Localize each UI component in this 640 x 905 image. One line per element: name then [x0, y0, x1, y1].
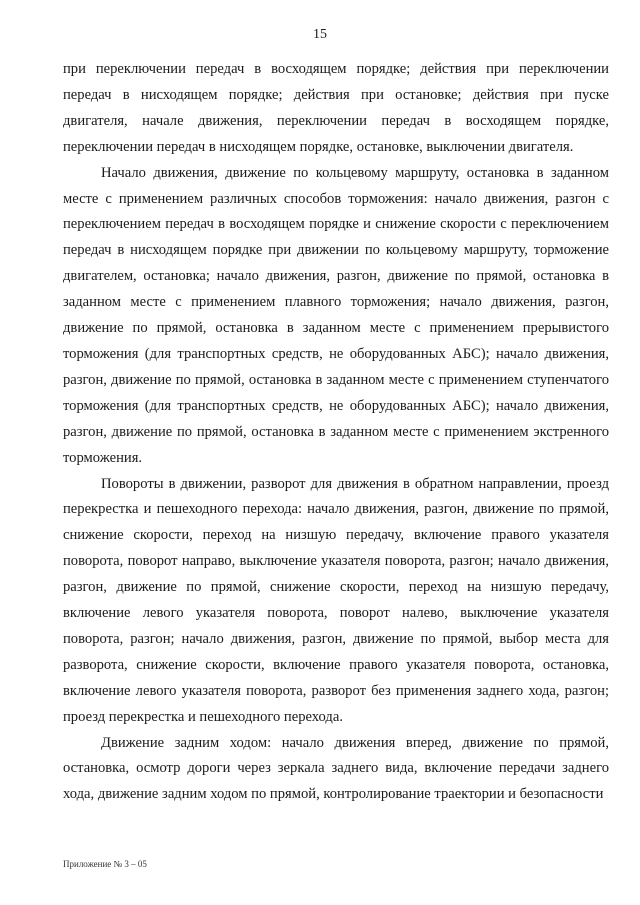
paragraph: Движение задним ходом: начало движения вперед, движение по прямой, остановка, осмотр дороги через зеркала заднего вида, включение передачи заднего хода, движение задним ходом по прямой, контролирование траектории и безопасности	[63, 734, 609, 803]
paragraph: Начало движения, движение по кольцевому маршруту, остановка в заданном месте с применением различных способов торможения: начало движения, разгон с переключением передач в восходящем порядке и снижение скорости с переключением передач в нисходящем порядке при движении по кольцевому маршруту, торможение двигателем, остановка; начало движения, разгон, движение по прямой, остановка в заданном месте с применением плавного торможения; начало движения, разгон, движение по прямой, остановка в заданном месте с применением прерывистого торможения (для транспортных средств, не оборудованных АБС); начало движения, разгон, движение по прямой, остановка в заданном месте с применением ступенчатого торможения (для транспортных средств, не оборудованных АБС); начало движения, разгон, движение по прямой, остановка в заданном месте с применением экстренного торможения.	[63, 164, 609, 466]
paragraph: Повороты в движении, разворот для движения в обратном направлении, проезд перекрестка и пешеходного перехода: начало движения, разгон, движение по прямой, снижение скорости, переход на низшую передачу, включение правого указателя поворота, поворот направо, выключение указателя поворота, разгон; начало движения, разгон, движение по прямой, снижение скорости, переход на низшую передачу, включение левого указателя поворота, поворот налево, выключение указателя поворота, разгон; начало движения, разгон, движение по прямой, выбор места для разворота, снижение скорости, включение правого указателя поворота, остановка, включение левого указателя поворота, разворот без применения заднего хода, разгон; проезд перекрестка и пешеходного перехода.	[63, 475, 609, 725]
page-number: 15	[313, 27, 327, 42]
footer-appendix-label: Приложение № 3 – 05	[63, 859, 147, 869]
document-body	[63, 57, 609, 808]
paragraph-continued: при переключении передач в восходящем порядке; действия при переключении передач в нисходящем порядке; действия при остановке; действия при пуске двигателя, начале движения, переключении передач в восходящем порядке, переключении передач в нисходящем порядке, остановке, выключении двигателя.	[63, 61, 609, 155]
